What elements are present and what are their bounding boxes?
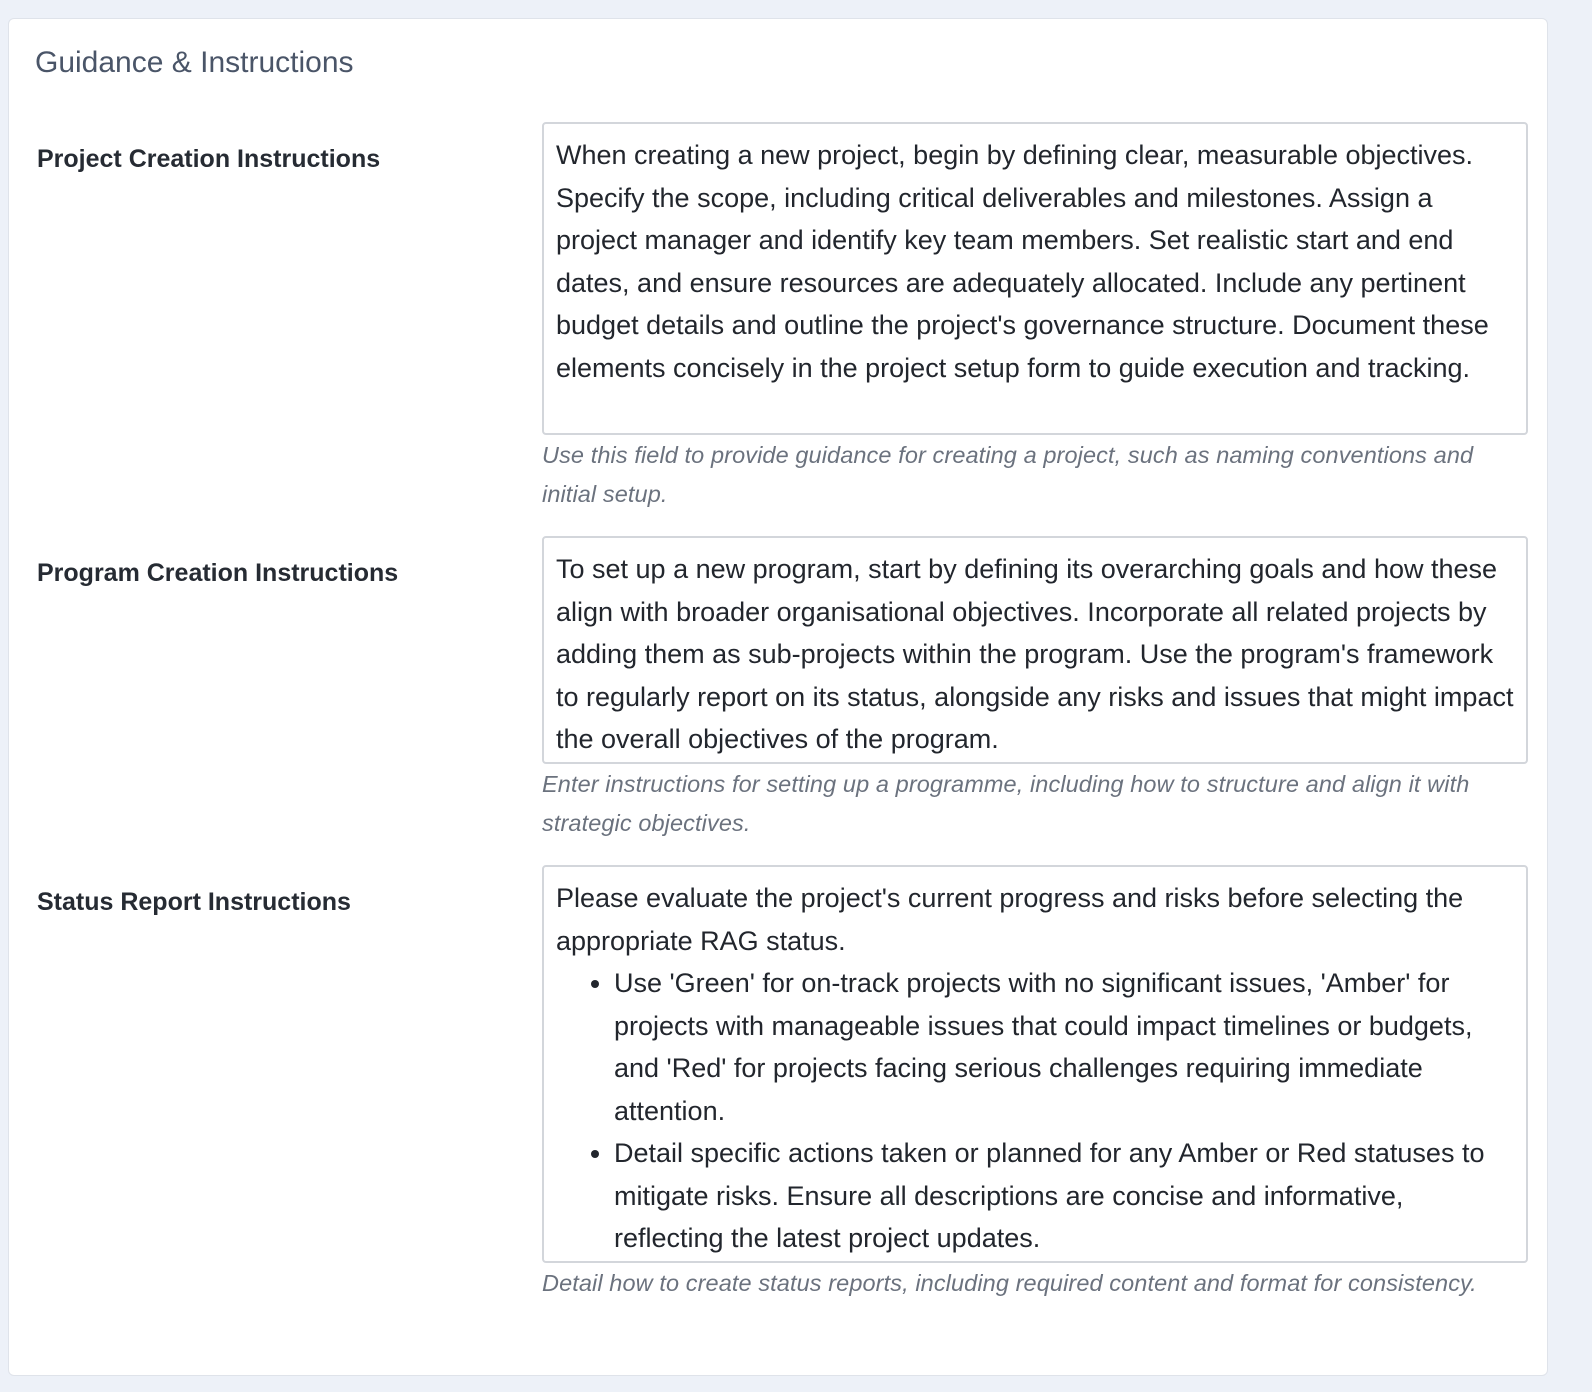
status-report-instructions-label: Status Report Instructions xyxy=(37,888,351,916)
project-instructions-help: Use this field to provide guidance for creating a project, such as naming conventions and initial setup. xyxy=(542,442,1474,507)
list-item: • Detail specific actions taken or planned for any Amber or Red statuses to mitigate risks. Ensure all descriptions are concise and informative, reflecting the latest project updates. xyxy=(614,1132,1514,1260)
status-report-intro-text: Please evaluate the project's current progress and risks before selecting the appropriate RAG status. xyxy=(556,883,1464,956)
project-instructions-label: Project Creation Instructions xyxy=(37,145,381,173)
program-instructions-help: Enter instructions for setting up a programme, including how to structure and align it with strategic objectives. xyxy=(542,771,1470,836)
program-instructions-label: Program Creation Instructions xyxy=(37,559,399,587)
project-instructions-editor[interactable] xyxy=(542,122,1528,435)
guidance-card xyxy=(8,18,1548,1376)
status-report-bullet-list xyxy=(556,962,1514,1260)
status-report-instructions-help: Detail how to create status reports, including required content and format for consistency. xyxy=(542,1270,1477,1296)
card-title: Guidance & Instructions xyxy=(35,46,354,79)
program-instructions-editor[interactable] xyxy=(542,536,1528,764)
status-report-instructions-editor[interactable] xyxy=(542,865,1528,1263)
program-instructions-text: To set up a new program, start by defining its overarching goals and how these align with broader organisational objectives. Incorporate all related projects by adding them as sub-projects within the program. Use the program's framework to regularly report on its status, alongside any risks and issues that might impact the overall objectives of the program. xyxy=(556,554,1514,754)
project-instructions-text: When creating a new project, begin by defining clear, measurable objectives. Specify the scope, including critical deliverables and milestones. Assign a project manager and identify key team members. Set realistic start and end dates, and ensure resources are adequately allocated. Include any pertinent budget details and outline the project's governance structure. Document these elements concisely in the project setup form to guide execution and tracking. xyxy=(556,140,1489,383)
list-item: • Use 'Green' for on-track projects with no significant issues, 'Amber' for projects with manageable issues that could impact timelines or budgets, and 'Red' for projects facing serious challenges requiring immediate attention. xyxy=(614,962,1514,1132)
